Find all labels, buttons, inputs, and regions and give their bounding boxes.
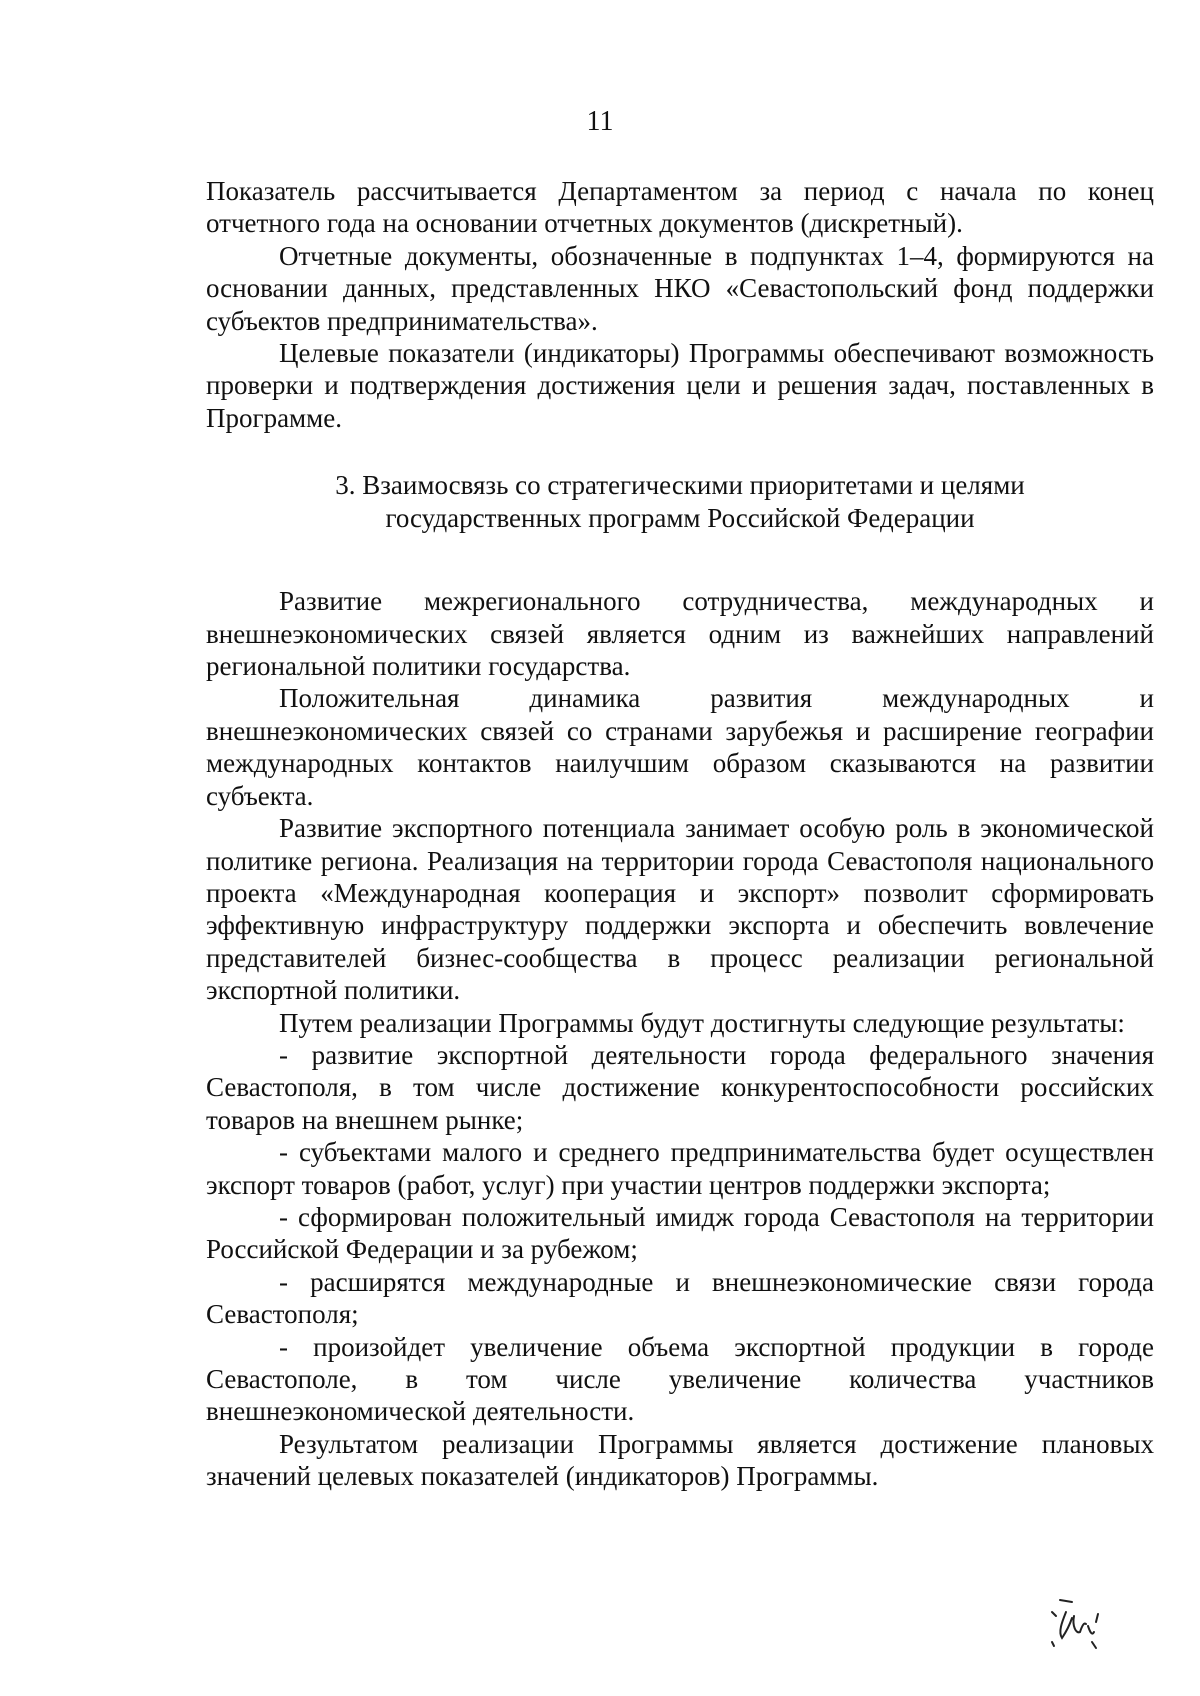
paragraph-export-potential: Развитие экспортного потенциала занимает особую роль в экономической политике региона. Реализация на территории города Севастополя национального проекта «Международная кооперация и экспорт» позволит сформировать эффективную инфраструктуру поддержки экспорта и обеспечить вовлечение представителей бизнес-сообщества в процесс реализации региональной экспортной политики.: [206, 813, 1154, 1006]
list-item-export-activity: - развитие экспортной деятельности города федерального значения Севастополя, в том числе достижение конкурентоспособности российских товаров на внешнем рынке;: [206, 1039, 1154, 1135]
list-item-international-ties: - расширятся международные и внешнеэкономические связи города Севастополя;: [206, 1266, 1154, 1330]
section-title-line-2: государственных программ Российской Федерации: [385, 503, 975, 534]
paragraph-results-intro: Путем реализации Программы будут достигнуты следующие результаты:: [279, 1007, 1125, 1038]
page-number: 11: [586, 106, 614, 137]
document-body: [206, 175, 1154, 1493]
paragraph-program-result: Результатом реализации Программы является достижение плановых значений целевых показателей (индикаторов) Программы.: [206, 1428, 1154, 1492]
list-item-city-image: - сформирован положительный имидж города Севастополя на территории Российской Федерации и за рубежом;: [206, 1201, 1154, 1265]
section-title: [206, 469, 1154, 535]
list-item-sme-export: - субъектами малого и среднего предпринимательства будет осуществлен экспорт товаров (работ, услуг) при участии центров поддержки экспорта;: [206, 1137, 1154, 1200]
paragraph-interregional-cooperation: Развитие межрегионального сотрудничества, международных и внешнеэкономических связей является одним из важнейших направлений региональной политики государства.: [206, 586, 1154, 682]
paragraph-target-indicators: Целевые показатели (индикаторы) Программы обеспечивают возможность проверки и подтверждения достижения цели и решения задач, поставленных в Программе.: [206, 338, 1154, 433]
paragraph-reporting-documents: Отчетные документы, обозначенные в подпунктах 1–4, формируются на основании данных, представленных НКО «Севастопольский фонд поддержки субъектов предпринимательства».: [206, 240, 1154, 336]
paragraph-indicator-calculation: Показатель рассчитывается Департаментом за период с начала по конец отчетного года на основании отчетных документов (дискретный).: [206, 176, 1154, 239]
signature-icon: [1022, 1592, 1117, 1654]
section-title-line-1: 3. Взаимосвязь со стратегическими приоритетами и целями: [335, 470, 1025, 501]
paragraph-positive-dynamics: Положительная динамика развития международных и внешнеэкономических связей со странами зарубежья и расширение географии международных контактов наилучшим образом сказываются на развитии субъекта.: [206, 683, 1154, 811]
list-item-export-volume: - произойдет увеличение объема экспортной продукции в городе Севастополе, в том числе увеличение количества участников внешнеэкономической деятельности.: [206, 1331, 1154, 1427]
